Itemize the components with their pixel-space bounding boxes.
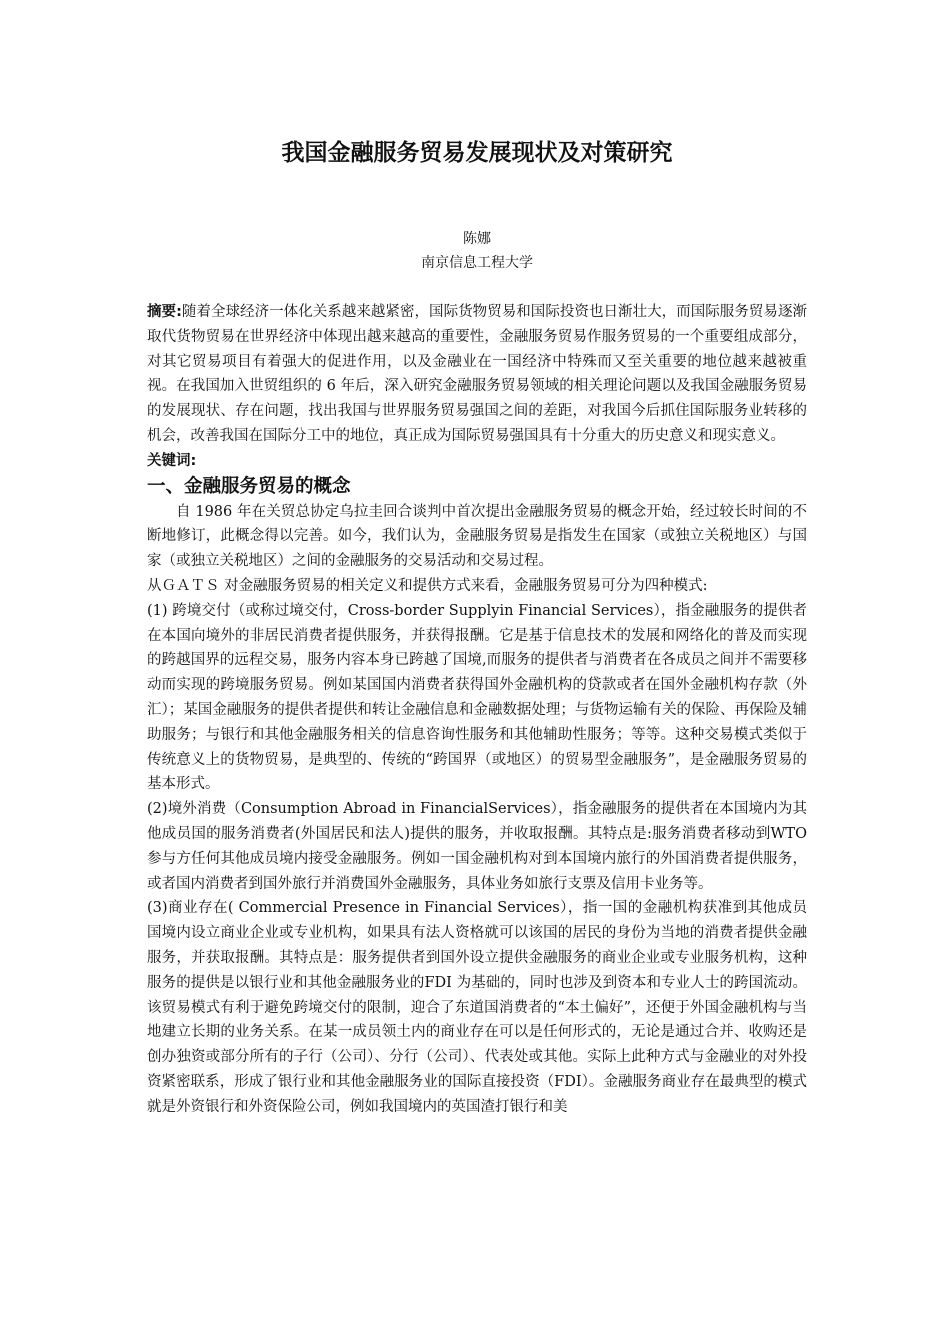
body-paragraph: 自 1986 年在关贸总协定乌拉圭回合谈判中首次提出金融服务贸易的概念开始，经过较长时间的不断地修订，此概念得以完善。如今，我们认为，金融服务贸易是指发生在国家（或独立关税地区）与国家（或独立关税地区）之间的金融服务的交易活动和交易过程。 xyxy=(147,503,807,570)
body-paragraph: (1) 跨境交付（或称过境交付，Cross-border Supplyin Financial Services），指金融服务的提供者在本国向境外的非居民消费者提供服务，并获得报酬。它是基于信息技术的发展和网络化的普及而实现的跨越国界的远程交易，服务内容本身已跨越了国境,而服务的提供者与消费者在各成员之间并不需要移动而实现的跨境服务贸易。例如某国国内消费者获得国外金融机构的贷款或者在国外金融机构存款（外汇）；某国金融服务的提供者提供和转让金融信息和金融数据处理；与货物运输有关的保险、再保险及辅助服务；与银行和其他金融服务相关的信息咨询性服务和其他辅助性服务；等等。这种交易模式类似于传统意义上的货物贸易，是典型的、传统的“跨国界（或地区）的贸易型金融服务”，是金融服务贸易的基本形式。 xyxy=(147,602,807,793)
affiliation: 南京信息工程大学 xyxy=(421,255,533,271)
paper-body xyxy=(147,300,807,1120)
abstract-paragraph xyxy=(147,300,807,449)
author-name: 陈娜 xyxy=(463,231,491,247)
section-heading: 一、金融服务贸易的概念 xyxy=(147,475,351,497)
keywords-label: 关键词: xyxy=(147,452,197,469)
body-paragraph: 从ＧＡＴＳ 对金融服务贸易的相关定义和提供方式来看，金融服务贸易可分为四种模式: xyxy=(147,577,708,594)
paper-title: 我国金融服务贸易发展现状及对策研究 xyxy=(281,140,673,166)
body-paragraph: (2)境外消费（Consumption Abroad in FinancialServices），指金融服务的提供者在本国境内为其他成员国的服务消费者(外国居民和法人)提供的服务，并收取报酬。其特点是:服务消费者移动到WTO 参与方任何其他成员境内接受金融服务。例如一国金融机构对到本国境内旅行的外国消费者提供服务，或者国内消费者到国外旅行并消费国外金融服务，具体业务如旅行支票及信用卡业务等。 xyxy=(147,801,807,892)
abstract-label: 摘要: xyxy=(147,304,182,320)
abstract-text: 随着全球经济一体化关系越来越紧密，国际货物贸易和国际投资也日渐壮大，而国际服务贸易逐渐取代货物贸易在世界经济中体现出越来越高的重要性，金融服务贸易作服务贸易的一个重要组成部分，对其它贸易项目有着强大的促进作用，以及金融业在一国经济中特殊而又至关重要的地位越来越被重视。在我国加入世贸组织的 6 年后，深入研究金融服务贸易领域的相关理论问题以及我国金融服务贸易的发展现状、存在问题，找出我国与世界服务贸易强国之间的差距，对我国今后抓住国际服务业转移的机会，改善我国在国际分工中的地位，真正成为国际贸易强国具有十分重大的历史意义和现实意义。 xyxy=(147,304,807,444)
body-paragraph: (3)商业存在( Commercial Presence in Financial Services），指一国的金融机构获准到其他成员国境内设立商业企业或专业机构，如果具有法人资格就可以该国的居民的身份为当地的消费者提供金融服务，并获取报酬。其特点是：服务提供者到国外设立提供金融服务的商业企业或专业服务机构，这种服务的提供是以银行业和其他金融服务业的FDI 为基础的，同时也涉及到资本和专业人士的跨国流动。该贸易模式有利于避免跨境交付的限制，迎合了东道国消费者的“本土偏好”，还便于外国金融机构与当地建立长期的业务关系。在某一成员领土内的商业存在可以是任何形式的，无论是通过合并、收购还是创办独资或部分所有的子行（公司）、分行（公司）、代表处或其他。实际上此种方式与金融业的对外投资紧密联系，形成了银行业和其他金融服务业的国际直接投资（FDI）。金融服务商业存在最典型的模式就是外资银行和外资保险公司，例如我国境内的英国渣打银行和美 xyxy=(147,900,807,1115)
